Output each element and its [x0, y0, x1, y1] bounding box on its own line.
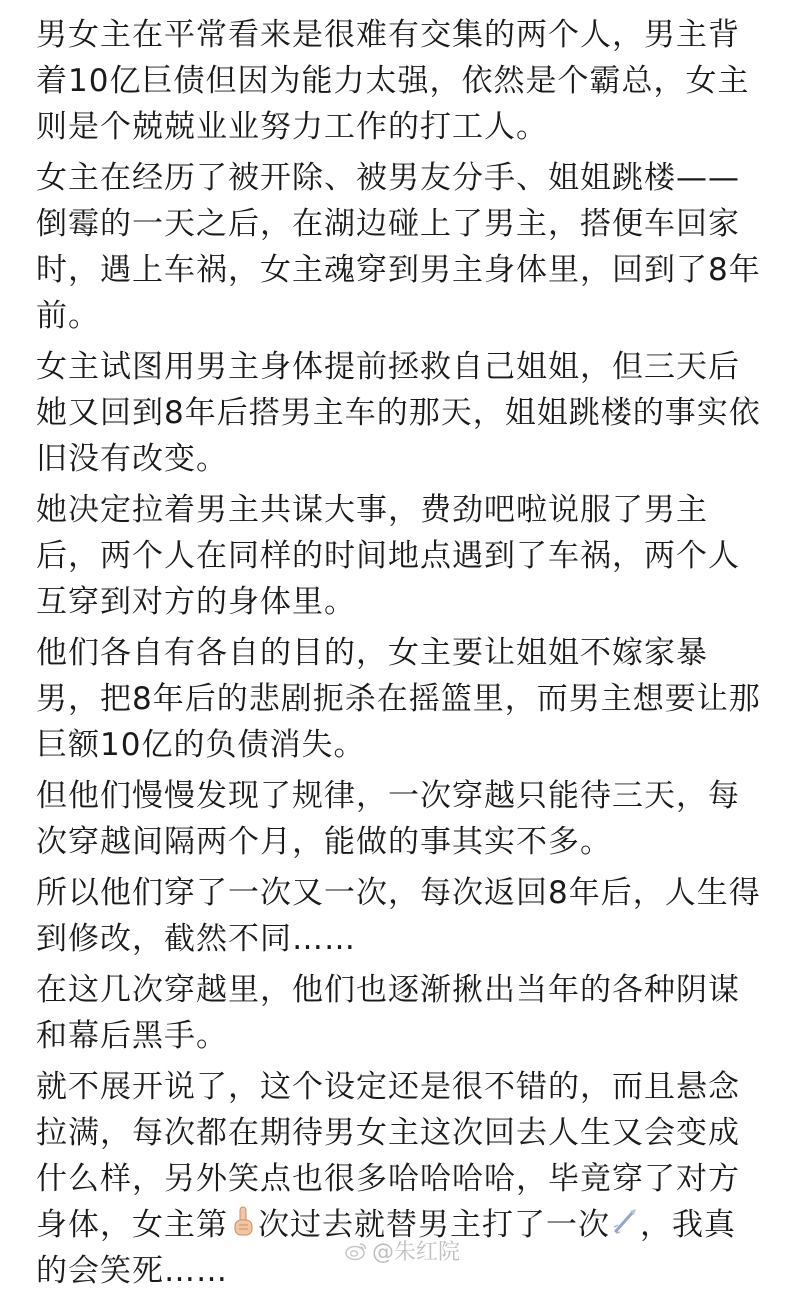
text-line: 巨额10亿的负债消失。: [36, 727, 366, 763]
text-line: 就不展开说了，这个设定还是很不错的，而且悬念: [36, 1069, 740, 1105]
text-line: 女主试图用男主身体提前拯救自己姐姐，但三天后: [36, 349, 740, 385]
text-line: 到修改，截然不同……: [36, 921, 356, 957]
weibo-icon: [344, 1241, 368, 1261]
text-line: 她又回到8年后搭男主车的那天，姐姐跳楼的事实依: [36, 395, 761, 431]
text-line: 次穿越间隔两个月，能做的事其实不多。: [36, 824, 612, 860]
text-segment: ，我真: [640, 1207, 736, 1243]
text-line: 前。: [36, 298, 100, 334]
paragraph: [36, 155, 784, 339]
index-finger-up-icon: [228, 1205, 258, 1239]
text-segment: 身体，女主第: [36, 1207, 228, 1243]
text-line: 但他们慢慢发现了规律，一次穿越只能待三天，每: [36, 778, 740, 814]
watermark-text: @朱红院: [371, 1240, 460, 1265]
text-line: 她决定拉着男主共谋大事，费劲吧啦说服了男主: [36, 492, 708, 528]
paragraph: [36, 773, 784, 865]
text-line: 着10亿巨债但因为能力太强，依然是个霸总，女主: [36, 63, 750, 99]
text-line: 时，遇上车祸，女主魂穿到男主身体里，回到了8年: [36, 252, 761, 288]
text-line: 拉满，每次都在期待男女主这次回去人生又会变成: [36, 1115, 740, 1151]
text-line: 女主在经历了被开除、被男友分手、姐姐跳楼——: [36, 160, 740, 196]
slap-icon: [610, 1205, 640, 1239]
paragraph: [36, 870, 784, 962]
paragraph: [36, 967, 784, 1059]
text-line: 的会笑死……: [36, 1253, 228, 1289]
text-line: 男，把8年后的悲剧扼杀在摇篮里，而男主想要让那: [36, 681, 761, 717]
text-line: 互穿到对方的身体里。: [36, 584, 356, 620]
paragraph: [36, 630, 784, 768]
text-line: 则是个兢兢业业努力工作的打工人。: [36, 109, 548, 145]
text-line: 后，两个人在同样的时间地点遇到了车祸，两个人: [36, 538, 740, 574]
watermark: [344, 1235, 460, 1266]
text-line: 男女主在平常看来是很难有交集的两个人，男主背: [36, 17, 740, 53]
text-segment: 次过去就替男主打了一次: [258, 1207, 610, 1243]
text-line: 在这几次穿越里，他们也逐渐揪出当年的各种阴谋: [36, 972, 740, 1008]
paragraph: [36, 344, 784, 482]
text-line: 什么样，另外笑点也很多哈哈哈哈，毕竟穿了对方: [36, 1161, 740, 1197]
paragraph: [36, 12, 784, 150]
text-line: 倒霉的一天之后，在湖边碰上了男主，搭便车回家: [36, 206, 740, 242]
text-line: 所以他们穿了一次又一次，每次返回8年后，人生得: [36, 875, 761, 911]
text-line: 旧没有改变。: [36, 441, 228, 477]
text-line: 和幕后黑手。: [36, 1018, 228, 1054]
paragraph: [36, 487, 784, 625]
article-body: [36, 12, 784, 1299]
text-line: 他们各自有各自的目的，女主要让姐姐不嫁家暴: [36, 635, 708, 671]
